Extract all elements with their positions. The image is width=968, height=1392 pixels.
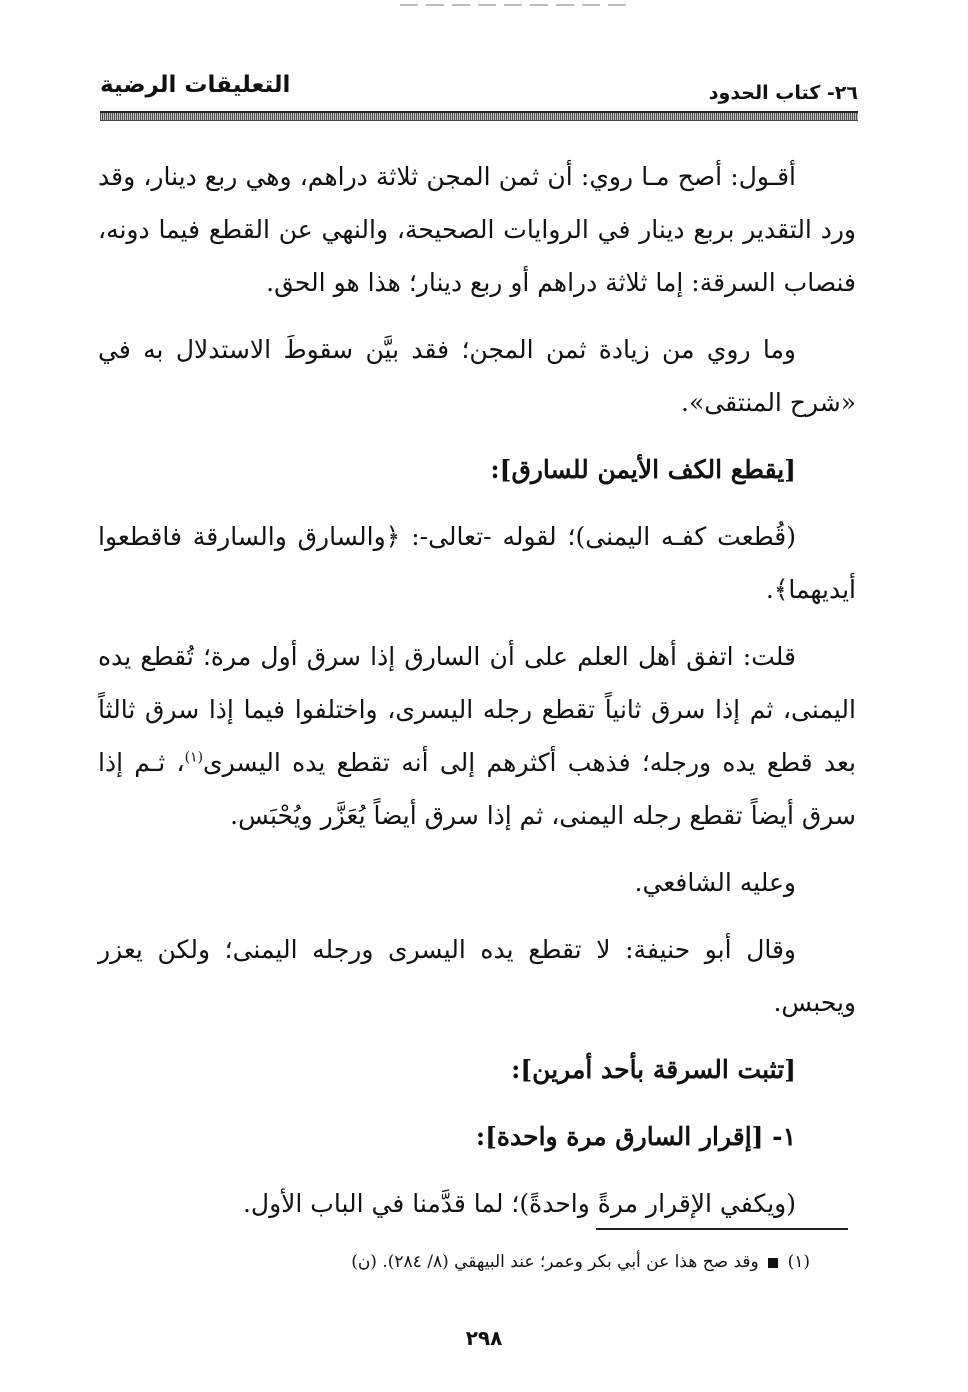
section-heading-proof: [تثبت السرقة بأحد أمرين]: <box>511 1055 796 1084</box>
footnote-marker: (١) <box>787 1252 810 1272</box>
paragraph-nisab: أقـول: أصح مـا روي: أن ثمن المجن ثلاثة دراهم، وهي ربع دينار، وقد ورد التقدير بربع دينار في الروايات الصحيحة، والنهي عن القطع فيما دونه، فنصاب السرقة: إما ثلاثة دراهم أو ربع دينار؛ هذا هو الحق. <box>98 162 856 297</box>
paragraph-verse: (قُطعت كفـه اليمنى)؛ لقوله -تعالى-: ﴿والسارق والسارقة فاقطعوا أيديهما﴾. <box>98 522 856 604</box>
page-number: ٢٩٨ <box>465 1326 503 1350</box>
book-title: التعليقات الرضية <box>100 72 291 98</box>
footnote-reference: (١) <box>184 749 204 766</box>
footnote-text: وقد صح هذا عن أبي بكر وعمر؛ عند البيهقي (٨/ ٢٨٤). (ن) <box>351 1252 759 1272</box>
paragraph-scholars-part-2: ، ثـم إذا سرق أيضاً تقطع رجله اليمنى، ثم إذا سرق أيضاً يُعَزَّر ويُحْبَس. <box>98 748 856 830</box>
paragraph-mijan: وما روي من زيادة ثمن المجن؛ فقد بيَّن سقوطَ الاستدلال به في «شرح المنتقى». <box>98 335 856 417</box>
section-heading-right-hand: [يقطع الكف الأيمن للسارق]: <box>490 455 796 484</box>
paragraph-scholars <box>98 630 856 842</box>
scan-artifact <box>400 4 630 6</box>
chapter-title: ٢٦- كتاب الحدود <box>708 82 858 104</box>
paragraph-shafii: وعليه الشافعي. <box>634 868 796 897</box>
footnote <box>200 1248 810 1276</box>
paragraph-abu-hanifa: وقال أبو حنيفة: لا تقطع يده اليسرى ورجله اليمنى؛ ولكن يعزر ويحبس. <box>98 935 856 1017</box>
running-header <box>100 68 858 108</box>
header-rule <box>100 111 858 121</box>
paragraph-scholars-part-1: قلت: اتفق أهل العلم على أن السارق إذا سرق أول مرة؛ تُقطع يده اليمنى، ثم إذا سرق ثانياً تقطع رجله اليسرى، واختلفوا فيما إذا سرق ثالثاً بعد قطع يده ورجله؛ فذهب أكثرهم إلى أنه تقطع يده اليسرى <box>98 642 856 777</box>
main-text <box>98 150 856 1244</box>
square-bullet-icon <box>768 1258 778 1268</box>
section-heading-confession: ١- [إقرار السارق مرة واحدة]: <box>475 1122 796 1151</box>
paragraph-once: (ويكفي الإقرار مرةً واحدةً)؛ لما قدَّمنا في الباب الأول. <box>242 1189 796 1218</box>
footnote-rule <box>596 1228 848 1230</box>
